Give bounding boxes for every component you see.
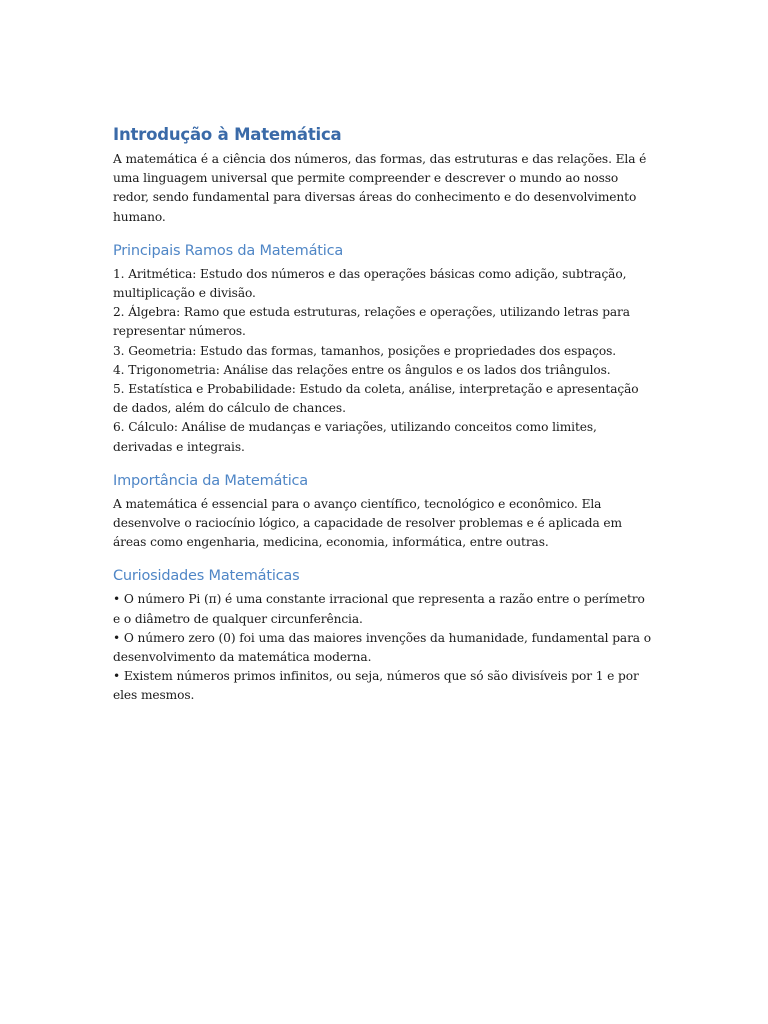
branch-item-arithmetic: 1. Aritmética: Estudo dos números e das operações básicas como adição, subtração, multiplicação e divisão. bbox=[113, 266, 627, 301]
importance-paragraph: A matemática é essencial para o avanço científico, tecnológico e econômico. Ela desenvolve o raciocínio lógico, a capacidade de resolver problemas e é aplicada em áreas como engenharia, medicina, economia, informática, entre outras. bbox=[113, 496, 622, 550]
importance-title: Importância da Matemática bbox=[113, 472, 308, 489]
branches-title: Principais Ramos da Matemática bbox=[113, 242, 344, 259]
branch-item-calculus: 6. Cálculo: Análise de mudanças e variações, utilizando conceitos como limites, derivadas e integrais. bbox=[113, 420, 597, 454]
branch-item-trigonometry: 4. Trigonometria: Análise das relações entre os ângulos e os lados dos triângulos. bbox=[113, 362, 611, 377]
intro-paragraph: A matemática é a ciência dos números, das formas, das estruturas e das relações. Ela é uma linguagem universal que permite compreender e descrever o mundo ao nosso redor, sendo fundamental para diversas áreas do conhecimento e do desenvolvimento humano. bbox=[113, 152, 647, 224]
curiosity-item-primes: • Existem números primos infinitos, ou seja, números que só são divisíveis por 1 e por eles mesmos. bbox=[113, 669, 639, 703]
curiosity-item-zero: • O número zero (0) foi uma das maiores invenções da humanidade, fundamental para o desenvolvimento da matemática moderna. bbox=[113, 630, 651, 665]
intro-title: Introdução à Matemática bbox=[113, 125, 342, 144]
importance-section bbox=[113, 471, 653, 553]
curiosities-title: Curiosidades Matemáticas bbox=[113, 568, 300, 585]
branch-item-algebra: 2. Álgebra: Ramo que estuda estruturas, relações e operações, utilizando letras para representar números. bbox=[113, 305, 630, 339]
branch-item-geometry: 3. Geometria: Estudo das formas, tamanhos, posições e propriedades dos espaços. bbox=[113, 343, 617, 358]
branch-item-statistics: 5. Estatística e Probabilidade: Estudo da coleta, análise, interpretação e apresentação de dados, além do cálculo de chances. bbox=[113, 382, 639, 416]
branches-section bbox=[113, 241, 653, 457]
curiosities-section bbox=[113, 566, 653, 705]
curiosity-item-pi: • O número Pi (π) é uma constante irracional que representa a razão entre o perímetro e o diâmetro de qualquer circunferência. bbox=[113, 592, 645, 626]
intro-section bbox=[113, 124, 653, 227]
document-page bbox=[113, 124, 653, 706]
